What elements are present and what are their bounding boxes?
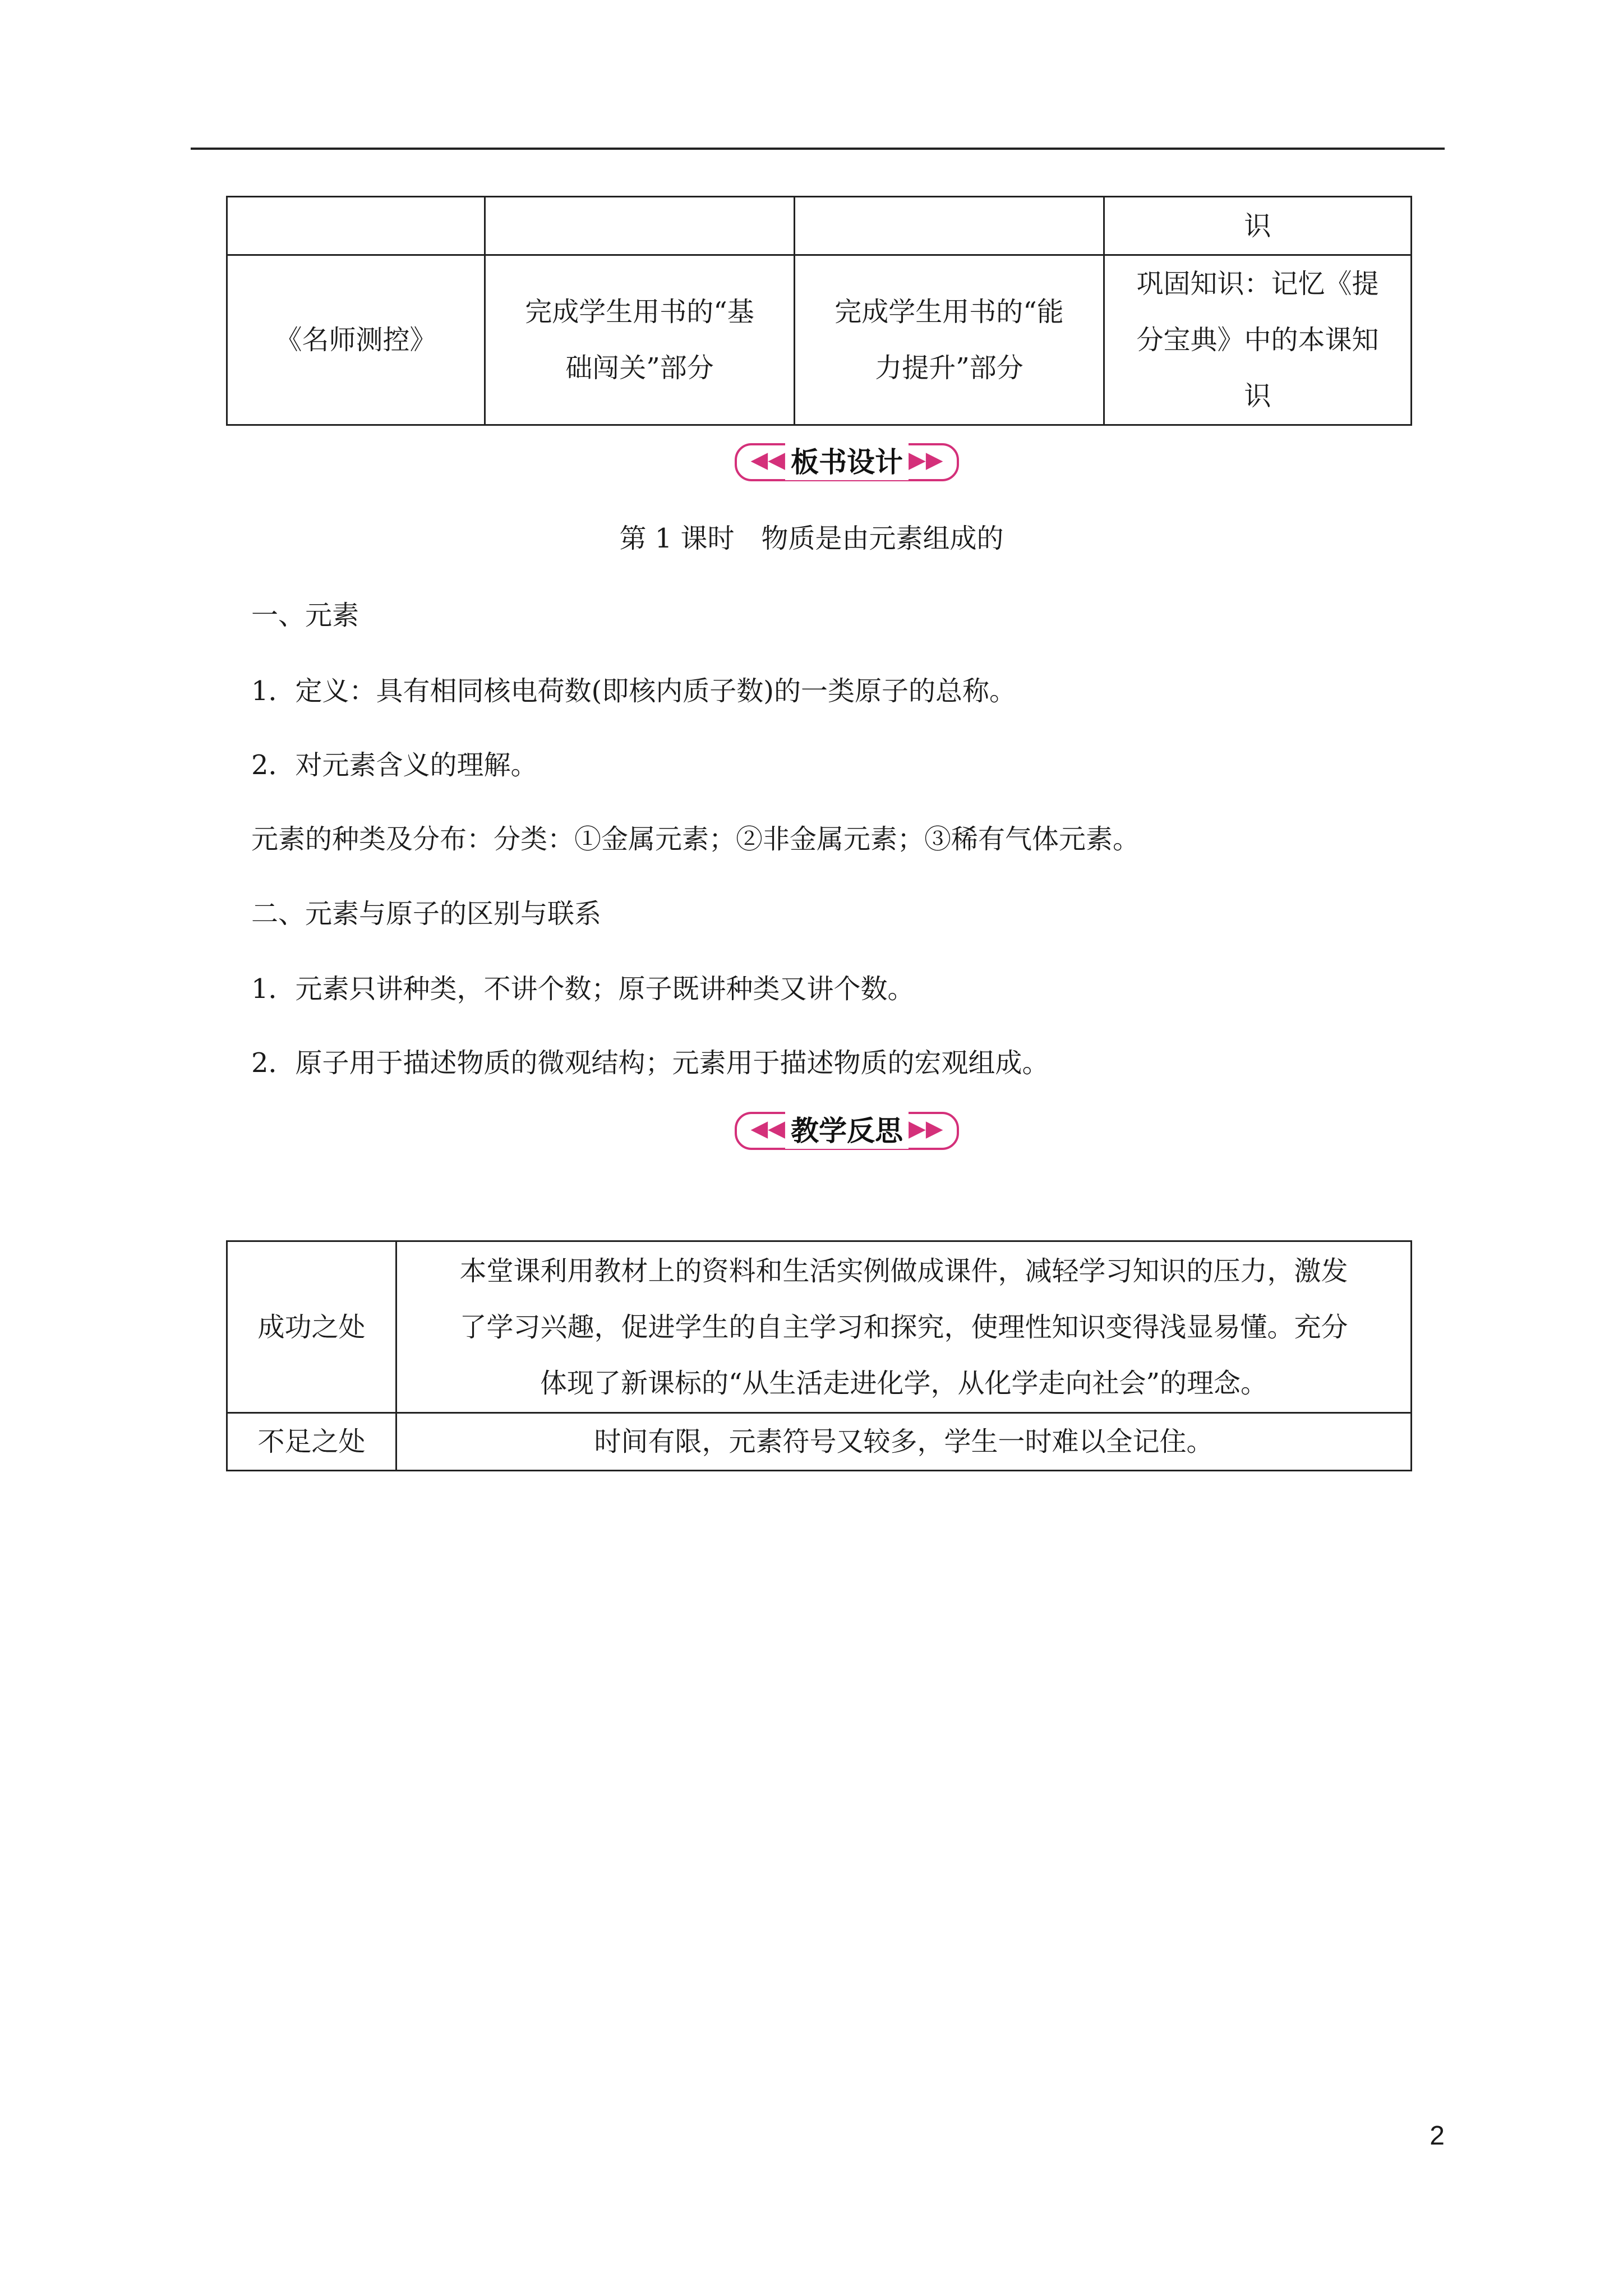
table-row — [227, 255, 1412, 425]
table-cell — [227, 197, 485, 255]
cell-line: 完成学生用书的“基 — [525, 296, 754, 328]
table-cell-consolidate — [1104, 255, 1412, 425]
shortcoming-text: 时间有限，元素符号又较多，学生一时难以全记住。 — [396, 1413, 1412, 1471]
cell-line: 力提升”部分 — [875, 352, 1023, 384]
right-arrow-icon: ▶▶ — [909, 1116, 943, 1142]
activity-table — [226, 196, 1412, 426]
header-rule — [191, 148, 1445, 150]
cell-line: 分宝典》中的本课知 — [1136, 324, 1379, 356]
success-label: 成功之处 — [227, 1241, 396, 1413]
board-line: 2．对元素含义的理解。 — [251, 749, 538, 781]
page-number: 2 — [1430, 2121, 1445, 2151]
table-cell-title: 《名师测控》 — [227, 255, 485, 425]
table-row — [227, 197, 1412, 255]
board-line: 1．元素只讲种类，不讲个数；原子既讲种类又讲个数。 — [251, 973, 915, 1005]
cell-line: 识 — [1244, 380, 1271, 412]
cell-line: 了学习兴趣，促进学生的自主学习和探究，使理性知识变得浅显易懂。充分 — [459, 1311, 1348, 1343]
cell-line: 体现了新课标的“从生活走进化学，从化学走向社会”的理念。 — [540, 1367, 1268, 1399]
section-heading: 板书设计 — [785, 440, 909, 480]
table-row — [227, 1413, 1412, 1471]
left-arrow-icon: ◀◀ — [750, 447, 785, 473]
lesson-title: 第 1 课时 物质是由元素组成的 — [619, 523, 1004, 554]
shortcoming-label: 不足之处 — [227, 1413, 396, 1471]
board-line: 二、元素与原子的区别与联系 — [251, 898, 602, 930]
reflection-table — [226, 1240, 1412, 1471]
table-cell — [795, 197, 1104, 255]
cell-line: 完成学生用书的“能 — [834, 296, 1064, 328]
cell-line: 巩固知识：记忆《提 — [1136, 268, 1379, 300]
board-line: 2．原子用于描述物质的微观结构；元素用于描述物质的宏观组成。 — [251, 1047, 1049, 1079]
section-heading: 教学反思 — [785, 1108, 909, 1149]
table-cell-student-basic — [485, 255, 795, 425]
reflection-banner — [735, 1108, 959, 1149]
board-line: 1．定义：具有相同核电荷数(即核内质子数)的一类原子的总称。 — [251, 675, 1016, 707]
table-cell: 识 — [1104, 197, 1412, 255]
left-arrow-icon: ◀◀ — [750, 1116, 785, 1142]
table-row — [227, 1241, 1412, 1413]
table-cell — [485, 197, 795, 255]
right-arrow-icon: ▶▶ — [909, 447, 943, 473]
board-line: 一、元素 — [251, 600, 359, 631]
board-design-banner — [735, 440, 959, 480]
success-text — [396, 1241, 1412, 1413]
board-line: 元素的种类及分布：分类：①金属元素；②非金属元素；③稀有气体元素。 — [251, 823, 1140, 855]
table-cell-student-advanced — [795, 255, 1104, 425]
cell-line: 本堂课利用教材上的资料和生活实例做成课件，减轻学习知识的压力，激发 — [459, 1255, 1348, 1287]
cell-line: 础闯关”部分 — [565, 352, 714, 384]
